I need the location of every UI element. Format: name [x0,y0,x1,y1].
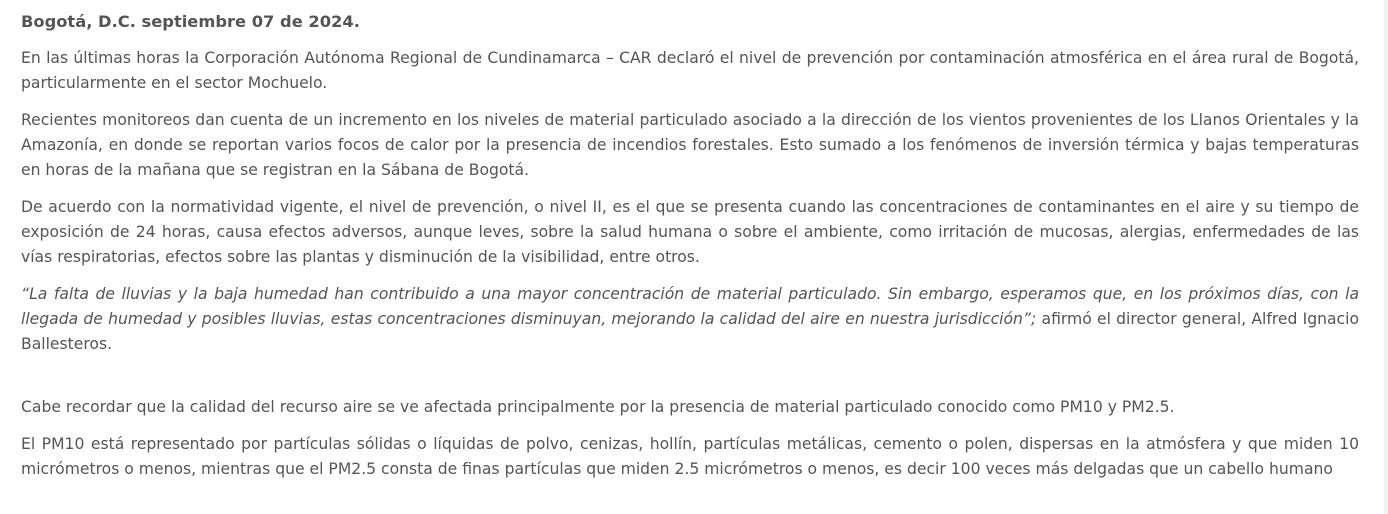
article-body [0,9,1359,482]
paragraph-spacer [21,357,1359,383]
director-quote: “La falta de lluvias y la baja humedad han contribuido a una mayor concentración de material particulado. Sin embargo, esperamos que, en los próximos días, con la llegada de humedad y posibles lluvias, estas concentraciones disminuyan, mejorando la calidad del aire en nuestra jurisdicción”; [21,285,1359,328]
scrollbar-track[interactable] [1384,0,1388,514]
paragraph-pm-definition: El PM10 está representado por partículas sólidas o líquidas de polvo, cenizas, hollín, partículas metálicas, cemento o polen, dispersas en la atmósfera y que miden 10 micrómetros o menos, mientras que el PM2.5 consta de finas partículas que miden 2.5 micrómetros o menos, es decir 100 veces más delgadas que un cabello humano [21,435,1359,478]
paragraph-prevention-declaration: En las últimas horas la Corporación Autónoma Regional de Cundinamarca – CAR declaró el nivel de prevención por contaminación atmosférica en el área rural de Bogotá, particularmente en el sector Mochuelo. [21,49,1359,92]
paragraph-monitoring: Recientes monitoreos dan cuenta de un incremento en los niveles de material particulado asociado a la dirección de los vientos provenientes de los Llanos Orientales y la Amazonía, en donde se reportan varios focos de calor por la presencia de incendios forestales. Esto sumado a los fenómenos de inversión térmica y bajas temperaturas en horas de la mañana que se registran en la Sábana de Bogotá. [21,111,1359,179]
article-dateline: Bogotá, D.C. septiembre 07 de 2024. [21,12,360,31]
paragraph-quote [21,282,1359,357]
paragraph-air-quality: Cabe recordar que la calidad del recurso aire se ve afectada principalmente por la presencia de material particulado conocido como PM10 y PM2.5. [21,398,1175,416]
quote-attribution: afirmó el director general, Alfred Ignacio Ballesteros. [21,310,1360,353]
paragraph-regulation: De acuerdo con la normatividad vigente, el nivel de prevención, o nivel II, es el que se presenta cuando las concentraciones de contaminantes en el aire y su tiempo de exposición de 24 horas, causa efectos adversos, aunque leves, sobre la salud humana o sobre el ambiente, como irritación de mucosas, alergias, enfermedades de las vías respiratorias, efectos sobre las plantas y disminución de la visibilidad, entre otros. [21,198,1359,266]
